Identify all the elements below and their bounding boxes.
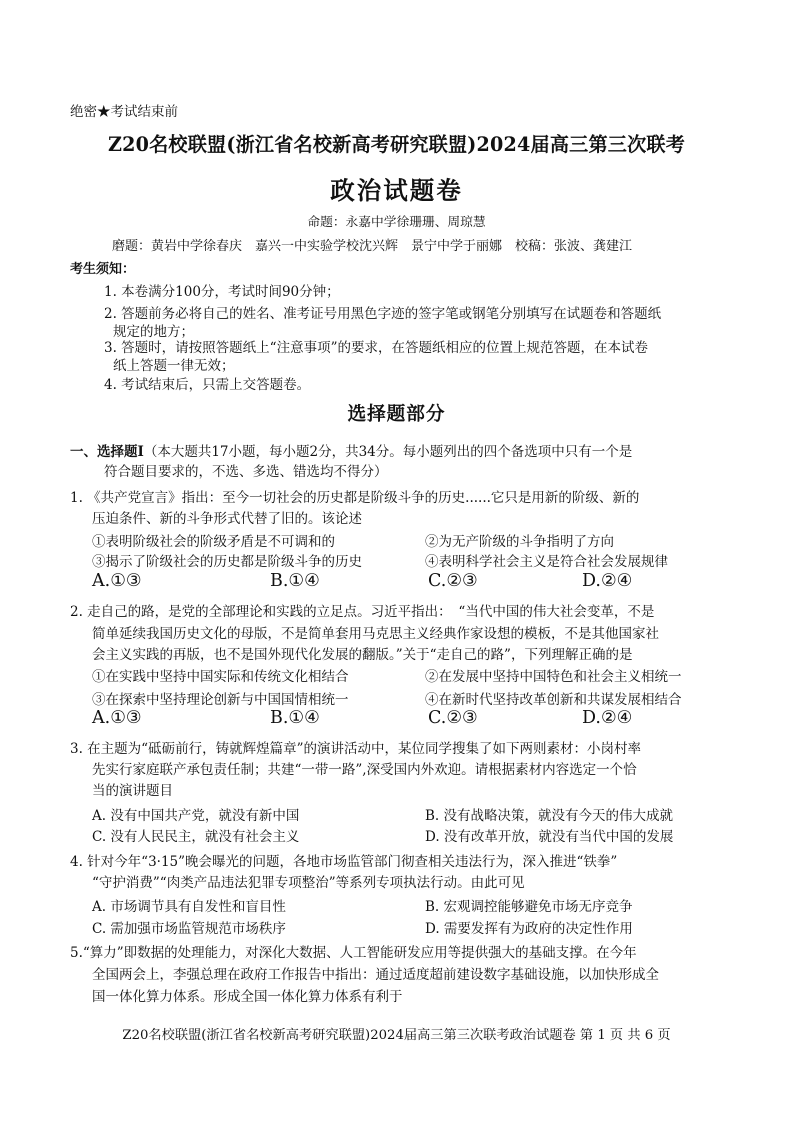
q1-statement: ①表明阶级社会的阶级矛盾是不可调和的 — [92, 534, 335, 550]
q1-statement: ②为无产阶级的斗争指明了方向 — [425, 534, 614, 550]
q4-stem-line: 4. 针对今年“3·15”晚会曝光的问题，各地市场监管部门彻查相关违法行为，深入推进“铁拳” — [70, 854, 618, 870]
q2-statement: ②在发展中坚持中国特色和社会主义相统一 — [425, 669, 682, 685]
section-heading-line2: 符合题目要求的，不选、多选、错选均不得分） — [104, 464, 388, 480]
q3-stem-line: 先实行家庭联产承包责任制；共建“一带一路”,深受国内外欢迎。请根据素材内容选定一个恰 — [92, 762, 637, 778]
notice-item: 1. 本卷满分100分，考试时间90分钟； — [104, 284, 340, 300]
exam-title: Z20名校联盟(浙江省名校新高考研究联盟)2024届高三第三次联考 — [107, 133, 686, 156]
q2-option-d: D.②④ — [582, 708, 633, 728]
notice-item: 纸上答题一律无效； — [113, 358, 235, 374]
q2-option-a: A.①③ — [92, 708, 142, 728]
q3-option-d: D. 没有改革开放，就没有当代中国的发展 — [425, 829, 674, 845]
q5-stem-line: 国一体化算力体系。形成全国一体化算力体系有利于 — [92, 989, 403, 1005]
q1-statement: ④表明科学社会主义是符合社会发展规律 — [425, 554, 668, 570]
q5-stem-line: 5.“算力”即数据的处理能力，对深化大数据、人工智能研发应用等提供强大的基础支撑。在今年 — [70, 945, 637, 961]
section-title: 选择题部分 — [347, 404, 446, 425]
q1-option-c: C.②③ — [428, 571, 478, 591]
q4-option-a: A. 市场调节具有自发性和盲目性 — [92, 899, 286, 915]
section-heading — [70, 440, 632, 460]
q3-option-b: B. 没有战略决策，就没有今天的伟大成就 — [425, 808, 674, 824]
q2-option-c: C.②③ — [428, 708, 478, 728]
notice-item: 3. 答题时，请按照答题纸上“注意事项”的要求，在答题纸相应的位置上规范答题，在本试卷 — [104, 340, 648, 356]
q2-statement: ④在新时代坚持改革创新和共谋发展相结合 — [425, 692, 682, 708]
authors-line: 命题：永嘉中学徐珊珊、周琼慧 — [307, 215, 486, 230]
q2-stem-line: 简单延续我国历史文化的母版，不是简单套用马克思主义经典作家设想的模板，不是其他国家社 — [92, 626, 659, 642]
section-heading-text: （本大题共17小题，每小题2分，共34分。每小题列出的四个备选项中只有一个是 — [143, 444, 633, 460]
q1-option-a: A.①③ — [92, 571, 142, 591]
q2-option-b: B.①④ — [270, 708, 320, 728]
q1-option-d: D.②④ — [582, 571, 633, 591]
q4-option-d: D. 需要发挥有为政府的决定性作用 — [425, 921, 633, 937]
q1-option-b: B.①④ — [270, 571, 320, 591]
q3-option-c: C. 没有人民民主，就没有社会主义 — [92, 829, 300, 845]
q1-stem-line: 压迫条件、新的斗争形式代替了旧的。该论述 — [92, 511, 362, 527]
paper-subtitle: 政治试题卷 — [330, 176, 463, 205]
notice-item: 2. 答题前务必将自己的姓名、准考证号用黑色字迹的签字笔或钢笔分别填写在试题卷和答题纸 — [104, 306, 662, 322]
section-heading-label: 一、选择题Ⅰ — [70, 444, 144, 460]
q3-option-a: A. 没有中国共产党，就没有新中国 — [92, 808, 300, 824]
q3-stem-line: 3. 在主题为“砥砺前行，铸就辉煌篇章”的演讲活动中，某位同学搜集了如下两则素材：小岗村率 — [70, 741, 641, 757]
q3-stem-line: 当的演讲题目 — [92, 783, 173, 799]
q2-stem-line: 会主义实践的再版，也不是国外现代化发展的翻版。”关于“走自己的路”，下列理解正确的是 — [92, 647, 633, 663]
q2-statement: ①在实践中坚持中国实际和传统文化相结合 — [92, 669, 349, 685]
q4-option-b: B. 宏观调控能够避免市场无序竞争 — [425, 899, 633, 915]
page-footer: Z20名校联盟(浙江省名校新高考研究联盟)2024届高三第三次联考政治试题卷 第 1 页 共 6 页 — [122, 1028, 671, 1043]
q5-stem-line: 全国两会上，李强总理在政府工作报告中指出：通过适度超前建设数字基础设施，以加快形成全 — [92, 967, 659, 983]
notice-item: 4. 考试结束后，只需上交答题卷。 — [104, 377, 311, 393]
notice-item: 规定的地方； — [113, 324, 194, 340]
confidential-label: 绝密★考试结束前 — [70, 104, 178, 120]
notice-title: 考生须知： — [70, 262, 136, 277]
q2-stem-line: 2. 走自己的路，是党的全部理论和实践的立足点。习近平指出： “当代中国的伟大社会变革，不是 — [70, 604, 655, 620]
q4-stem-line: “守护消费”“肉类产品违法犯罪专项整治”等系列专项执法行动。由此可见 — [92, 875, 525, 891]
reviewers-line: 磨题：黄岩中学徐春庆 嘉兴一中实验学校沈兴辉 景宁中学于丽娜 校稿：张波、龚建江 — [112, 239, 633, 254]
q4-option-c: C. 需加强市场监管规范市场秩序 — [92, 921, 286, 937]
q1-stem-line: 1. 《共产党宣言》指出：至今一切社会的历史都是阶级斗争的历史......它只是用新的阶级、新的 — [70, 490, 640, 506]
q1-statement: ③揭示了阶级社会的历史都是阶级斗争的历史 — [92, 554, 362, 570]
q2-statement: ③在探索中坚持理论创新与中国国情相统一 — [92, 692, 349, 708]
